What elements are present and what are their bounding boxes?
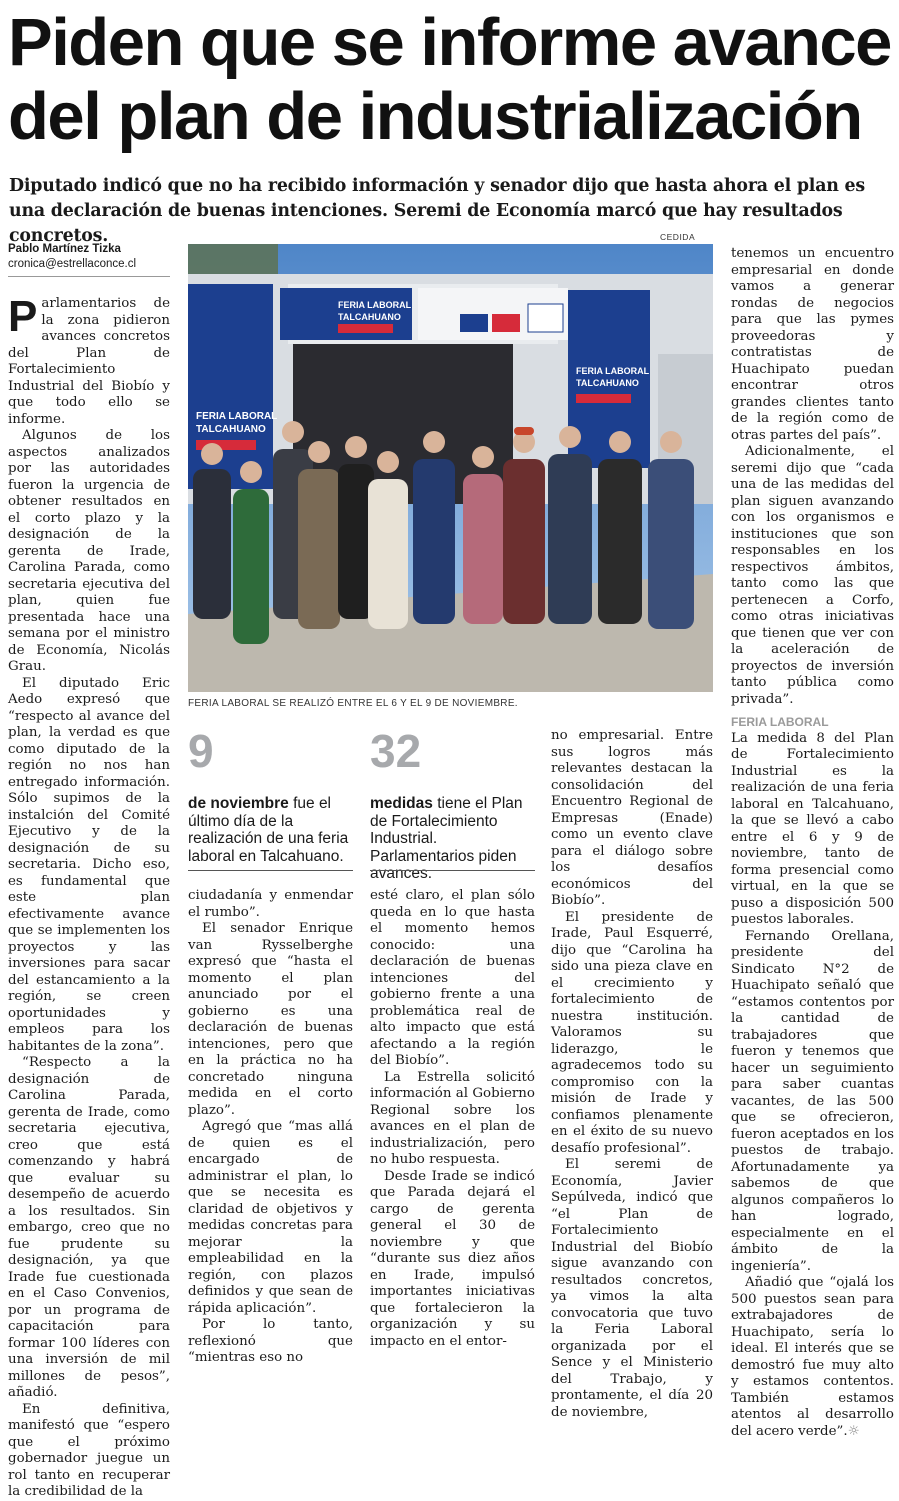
article-column-1	[8, 292, 170, 1499]
svg-text:TALCAHUANO: TALCAHUANO	[196, 424, 266, 435]
article-paragraph: La Estrella solicitó información al Gobierno Regional sobre los avances en el plan de industrialización, pero no hubo respuesta.	[370, 1069, 535, 1167]
byline-email[interactable]: cronica@estrellaconce.cl	[8, 258, 137, 270]
article-column-3	[370, 888, 535, 1349]
stat-number-1: 9	[188, 725, 214, 777]
lead-paragraph: Parlamentarios de la zona pidieron avances concretos del Plan de Fortalecimiento Industrial del Biobío y que todo ello se informe.	[8, 292, 170, 427]
stat-number-2: 32	[370, 725, 422, 777]
stat-text-2: medidas tiene el Plan de Fortalecimiento Industrial. Parlamentarios piden avances.	[370, 795, 523, 882]
stat-divider-2	[370, 870, 535, 871]
headline: Piden que se informe avance del plan de industrialización	[8, 5, 891, 154]
event-photo-illustration	[188, 244, 713, 692]
article-paragraph: Algunos de los aspectos analizados por las autoridades fueron la urgencia de obtener resultados en el corto plazo y la designación de la gerenta de Irade, Carolina Parada, como secretaria ejecutiva del plan, quien fue presentada hace una semana por el ministro de Economía, Nicolás Grau.	[8, 428, 170, 674]
article-paragraph: esté claro, el plan sólo queda en lo que hasta el momento hemos conocido: una declaración de buenas intenciones del gobierno frente a una problemática real de alto impacto que está afectando a la región del Biobío”.	[370, 888, 535, 1068]
article-paragraph: La medida 8 del Plan de Fortalecimiento Industrial es la realización de una feria laboral en Talcahuano, la que se llevó a cabo entre el 6 y 9 de noviembre, tanto de forma presencial como virtual, en la que se puso a disposición 500 puestos laborales.	[731, 730, 894, 927]
article-paragraph: Por lo tanto, reflexionó que “mientras eso no	[188, 1317, 353, 1365]
article-paragraph: Desde Irade se indicó que Parada dejará el cargo de gerenta general el 30 de noviembre y que “durante sus diez años en Irade, impulsó importantes iniciativas que fortalecieron la organización y su impacto en el entor-	[370, 1168, 535, 1349]
article-paragraph: “Respecto a la designación de Carolina Parada, gerenta de Irade, como secretaria ejecutiva, creo que está comenzando y habrá que evaluar su desempeño de acuerdo a los resultados. Sin embargo, creo que no fue prudente su designación, ya que Irade fue cuestionada en el Caso Convenios, por un programa de capacitación para formar 100 líderes con una inversión de mil millones de pesos”, añadió.	[8, 1055, 170, 1400]
photo-caption: FERIA LABORAL SE REALIZÓ ENTRE EL 6 Y EL 9 DE NOVIEMBRE.	[188, 698, 518, 709]
svg-text:FERIA LABORAL: FERIA LABORAL	[576, 366, 650, 376]
article-paragraph: no empresarial. Entre sus logros más relevantes destacan la consolidación del Encuentro Regional de Empresas (Enade) como un evento clave para el diálogo sobre los desafíos económicos del Biobío”.	[551, 728, 713, 908]
article-paragraph: El diputado Eric Aedo expresó que “respecto al avance del plan, la verdad es que como diputado de la región no nos han entregado información. Sólo supimos de la instalción del Comité Ejecutivo y de la designación de su secretaria. Dicho eso, es fundamental que este plan efectivamente avance que se implementen los proyectos y las inversiones para sacar del estancamiento a la región, se creen oportunidades y empleos para los habitantes de la zona”.	[8, 675, 170, 1054]
photo-credit: CEDIDA	[660, 232, 696, 242]
end-mark-icon: ☼	[847, 1423, 860, 1439]
article-paragraph: Añadió que “ojalá los 500 puestos sean para extrabajadores de Huachipato, sería lo ideal. El interés que se demostró fue muy alto y estamos contentos. También estamos atentos al desarrollo del acero verde”.☼	[731, 1275, 894, 1439]
article-paragraph: Adicionalmente, el seremi dijo que “cada una de las medidas del plan siguen avanzando con los organismos e instituciones que son responsables en los respectivos ámbitos, tanto como las que pertenecen a Corfo, como otras iniciativas que tienen que ver con la aceleración de proyectos de inversión tanto pública como privada”.	[731, 444, 894, 707]
byline-divider	[8, 276, 170, 277]
article-column-2	[188, 888, 353, 1365]
stat-divider-1	[188, 870, 353, 871]
svg-text:FERIA LABORAL: FERIA LABORAL	[338, 300, 412, 310]
stat-text-1: de noviembre fue el último día de la realización de una feria laboral en Talcahuano.	[188, 795, 349, 865]
article-paragraph: El seremi de Economía, Javier Sepúlveda, indicó que “el Plan de Fortalecimiento Industrial del Biobío sigue avanzando con resultados concretos, ya vimos la alta convocatoria que tuvo la Feria Laboral organizada por el Sence y el Ministerio del Trabajo, y prontamente, el día 20 de noviembre,	[551, 1157, 713, 1420]
article-paragraph: El senador Enrique van Rysselberghe expresó que “hasta el momento el plan anunciado por el gobierno es una declaración de buenas intenciones, pero que en la práctica no ha concretado ninguna medida en el corto plazo”.	[188, 921, 353, 1118]
article-paragraph: Fernando Orellana, presidente del Sindicato N°2 de Huachipato señaló que “estamos contentos por la cantidad de trabajadores que fueron y tenemos que hacer un seguimiento para saber cuantas vacantes, de las 500 que se ofrecieron, fueron aceptados en los puestos de trabajo. Afortunadamente ya sabemos de que algunos compañeros lo han logrado, especialmente en el ámbito de la ingeniería”.	[731, 928, 894, 1274]
article-paragraph: En definitiva, manifestó que “espero que el próximo gobernador juegue un rol tanto en recuperar la credibilidad de la	[8, 1401, 170, 1499]
article-column-5	[731, 246, 894, 1439]
article-paragraph: El presidente de Irade, Paul Esquerré, dijo que “Carolina ha sido una pieza clave en el crecimiento y fortalecimiento de nuestra institución. Valoramos su liderazgo, le agradecemos todo su compromiso con la misión de Irade y confiamos plenamente en el éxito de su nuevo desafío profesional”.	[551, 909, 713, 1156]
article-paragraph: Agregó que “mas allá de quien es el encargado de administrar el plan, lo que se necesita es claridad de objetivos y medidas concretas para mejorar la empleabilidad en la región, con plazos definidos y que sean de rápida aplicación”.	[188, 1119, 353, 1316]
banner-left	[188, 284, 273, 489]
svg-text:TALCAHUANO: TALCAHUANO	[338, 312, 401, 322]
byline-author: Pablo Martínez Tizka	[8, 243, 121, 255]
article-paragraph: tenemos un encuentro empresarial en donde vamos a generar rondas de negocios para que las pymes proveedoras y contratistas de Huachipato puedan encontrar otros grandes clientes tanto de la región como de otras partes del país”.	[731, 246, 894, 443]
article-paragraph: ciudadanía y enmendar el rumbo”.	[188, 888, 353, 920]
section-label: FERIA LABORAL	[731, 715, 829, 729]
svg-text:TALCAHUANO: TALCAHUANO	[576, 378, 639, 388]
subheadline: Diputado indicó que no ha recibido información y senador dijo que hasta ahora el plan es una declaración de buenas intenciones. Seremi de Economía marcó que hay resultados concretos.	[9, 176, 866, 246]
svg-text:FERIA LABORAL: FERIA LABORAL	[196, 411, 278, 422]
byline	[8, 242, 173, 272]
article-column-4	[551, 728, 713, 1420]
drop-cap: P	[8, 292, 38, 341]
event-photo	[188, 244, 713, 692]
